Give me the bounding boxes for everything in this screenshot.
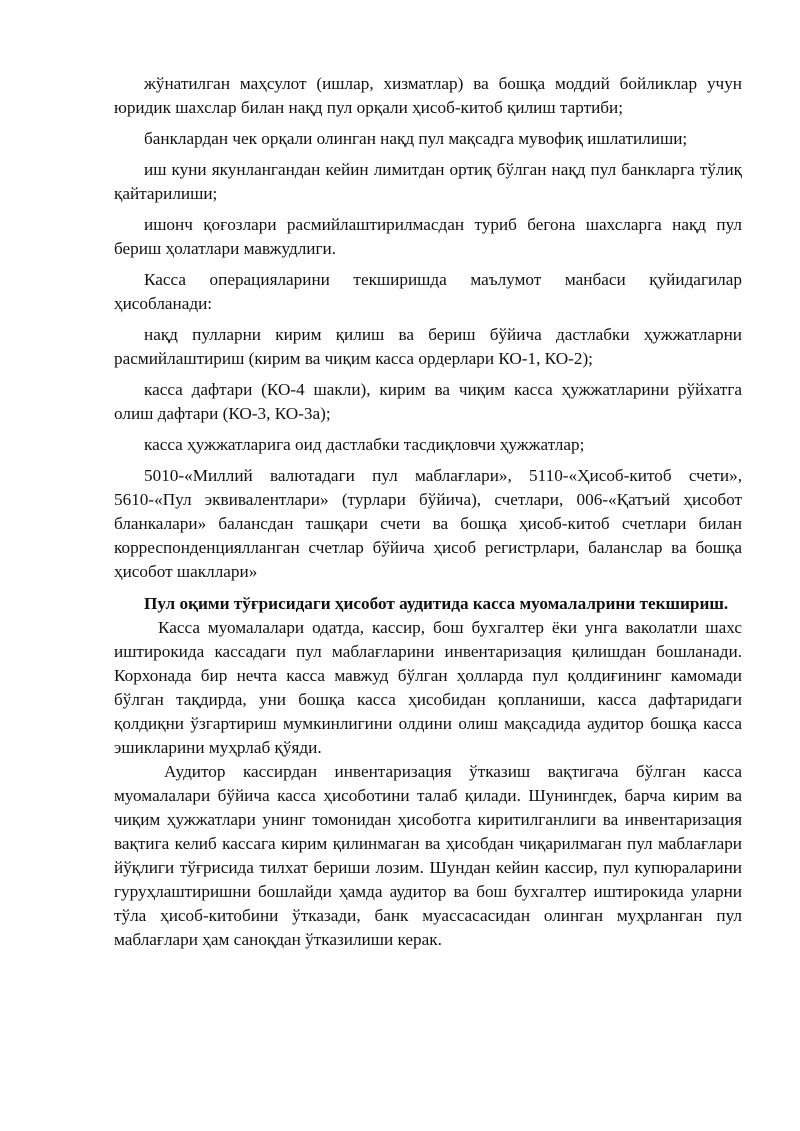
paragraph-primary-documents: нақд пулларни кирим қилиш ва бериш бўйича дастлабки ҳужжатларни расмийлаштириш (кирим ва чиқим касса ордерлари КО-1, КО-2);	[114, 325, 742, 368]
body-paragraph-inventory: Касса муомалалари одатда, кассир, бош бухгалтер ёки унга ваколатли шахс иштирокида кассадаги пул маблағларини инвентаризация қилишдан бошланади. Корхонада бир нечта касса мавжуд бўлган ҳолларда пул қолдиғининг камомади бўлган тақдирда, уни бошқа касса ҳисобидан қопланиши, касса дафтаридаги қолдиқни ўзгартириш мумкинлигини олдини олиш мақсадида аудитор бошқа касса эшикларини муҳрлаб қўяди.	[114, 618, 742, 757]
paragraph-accounts-list: 5010-«Миллий валютадаги пул маблағлари», 5110-«Ҳисоб-китоб счети», 5610-«Пул эквивалентлари» (турлари бўйича), счетлари, 006-«Қатъий ҳисобот бланкалари» балансдан ташқари счети ва бошқа ҳисоб-китоб счетлари билан корреспонденциялланган счетлар бўйича ҳисоб регистрлари, баланслар ва бошқа ҳисобот шакллари»	[114, 466, 742, 581]
paragraph-information-sources: Касса операцияларини текширишда маълумот манбаси қуйидагилар ҳисобланади:	[114, 270, 742, 313]
document-page	[114, 72, 742, 952]
section-heading: Пул оқими тўғрисидаги ҳисобот аудитида касса муомалалрини текшириш.	[144, 594, 729, 613]
paragraph-goods-settlement: жўнатилган маҳсулот (ишлар, хизматлар) ва бошқа моддий бойликлар учун юридик шахслар билан нақд пул орқали ҳисоб-китоб қилиш тартиби;	[114, 74, 742, 117]
paragraph-cash-book: касса дафтари (КО-4 шакли), кирим ва чиқим касса ҳужжатларини рўйхатга олиш дафтари (КО-3, КО-3а);	[114, 380, 742, 423]
paragraph-power-of-attorney: ишонч қоғозлари расмийлаштирилмасдан туриб бегона шахсларга нақд пул бериш ҳолатлари мавжудлиги.	[114, 215, 742, 258]
body-paragraph-cash-report: Аудитор кассирдан инвентаризация ўтказиш вақтигача бўлган касса муомалалари бўйича касса ҳисоботини талаб қилади. Шунингдек, барча кирим ва чиқим ҳужжатлари унинг томонидан ҳисоботга киритилганлиги ва инвентаризация вақтига келиб кассага кирим қилинмаган ва ҳисобдан чиқарилмаган пул маблағлари йўқлиги тўғрисида тилхат бериши лозим. Шундан кейин кассир, пул купюраларини гуруҳлаштиришни бошлайди ҳамда аудитор ва бош бухгалтер иштирокида уларни тўла ҳисоб-китобини ўтказади, банк муассасасидан олинган муҳрланган пул маблағлари ҳам саноқдан ўтказилиши керак.	[114, 762, 742, 949]
paragraph-bank-cheque: банклардан чек орқали олинган нақд пул мақсадга мувофиқ ишлатилиши;	[144, 129, 688, 148]
paragraph-limit-return: иш куни якунлангандан кейин лимитдан ортиқ бўлган нақд пул банкларга тўлиқ қайтарилиши;	[114, 160, 742, 203]
paragraph-supporting-documents: касса ҳужжатларига оид дастлабки тасдиқловчи ҳужжатлар;	[144, 435, 585, 454]
